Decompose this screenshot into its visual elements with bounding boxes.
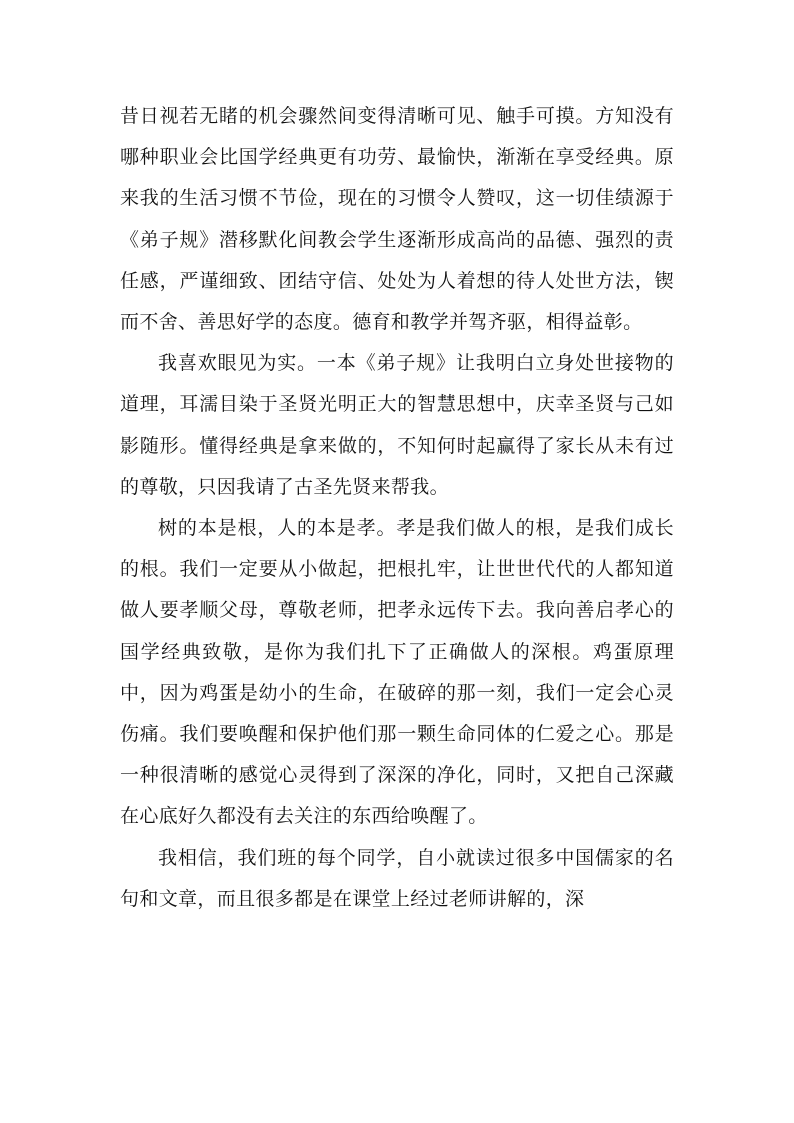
document-body	[120, 96, 674, 920]
paragraph-classmates: 我相信，我们班的每个同学，自小就读过很多中国儒家的名句和文章，而且很多都是在课堂上经过老师讲解的，深	[120, 846, 674, 910]
paragraph-seeing-is-believing: 我喜欢眼见为实。一本《弟子规》让我明白立身处世接物的道理，耳濡目染于圣贤光明正大的智慧思想中，庆幸圣贤与己如影随形。懂得经典是拿来做的，不知何时起赢得了家长从未有过的尊敬，只因我请了古圣先贤来帮我。	[120, 352, 674, 498]
paragraph-filial-piety: 树的本是根，人的本是孝。孝是我们做人的根，是我们成长的根。我们一定要从小做起，把根扎牢，让世世代代的人都知道做人要孝顺父母，尊敬老师，把孝永远传下去。我向善启孝心的国学经典致敬，是你为我们扎下了正确做人的深根。鸡蛋原理中，因为鸡蛋是幼小的生命，在破碎的那一刻，我们一定会心灵伤痛。我们要唤醒和保护他们那一颗生命同体的仁爱之心。那是一种很清晰的感觉心灵得到了深深的净化，同时，又把自己深藏在心底好久都没有去关注的东西给唤醒了。	[120, 517, 674, 828]
paragraph-continuation: 昔日视若无睹的机会骤然间变得清晰可见、触手可摸。方知没有哪种职业会比国学经典更有功劳、最愉快，渐渐在享受经典。原来我的生活习惯不节俭，现在的习惯令人赞叹，这一切佳绩源于《弟子规》潜移默化间教会学生逐渐形成高尚的品德、强烈的责任感，严谨细致、团结守信、处处为人着想的待人处世方法，锲而不舍、善思好学的态度。德育和教学并驾齐驱，相得益彰。	[120, 105, 674, 334]
